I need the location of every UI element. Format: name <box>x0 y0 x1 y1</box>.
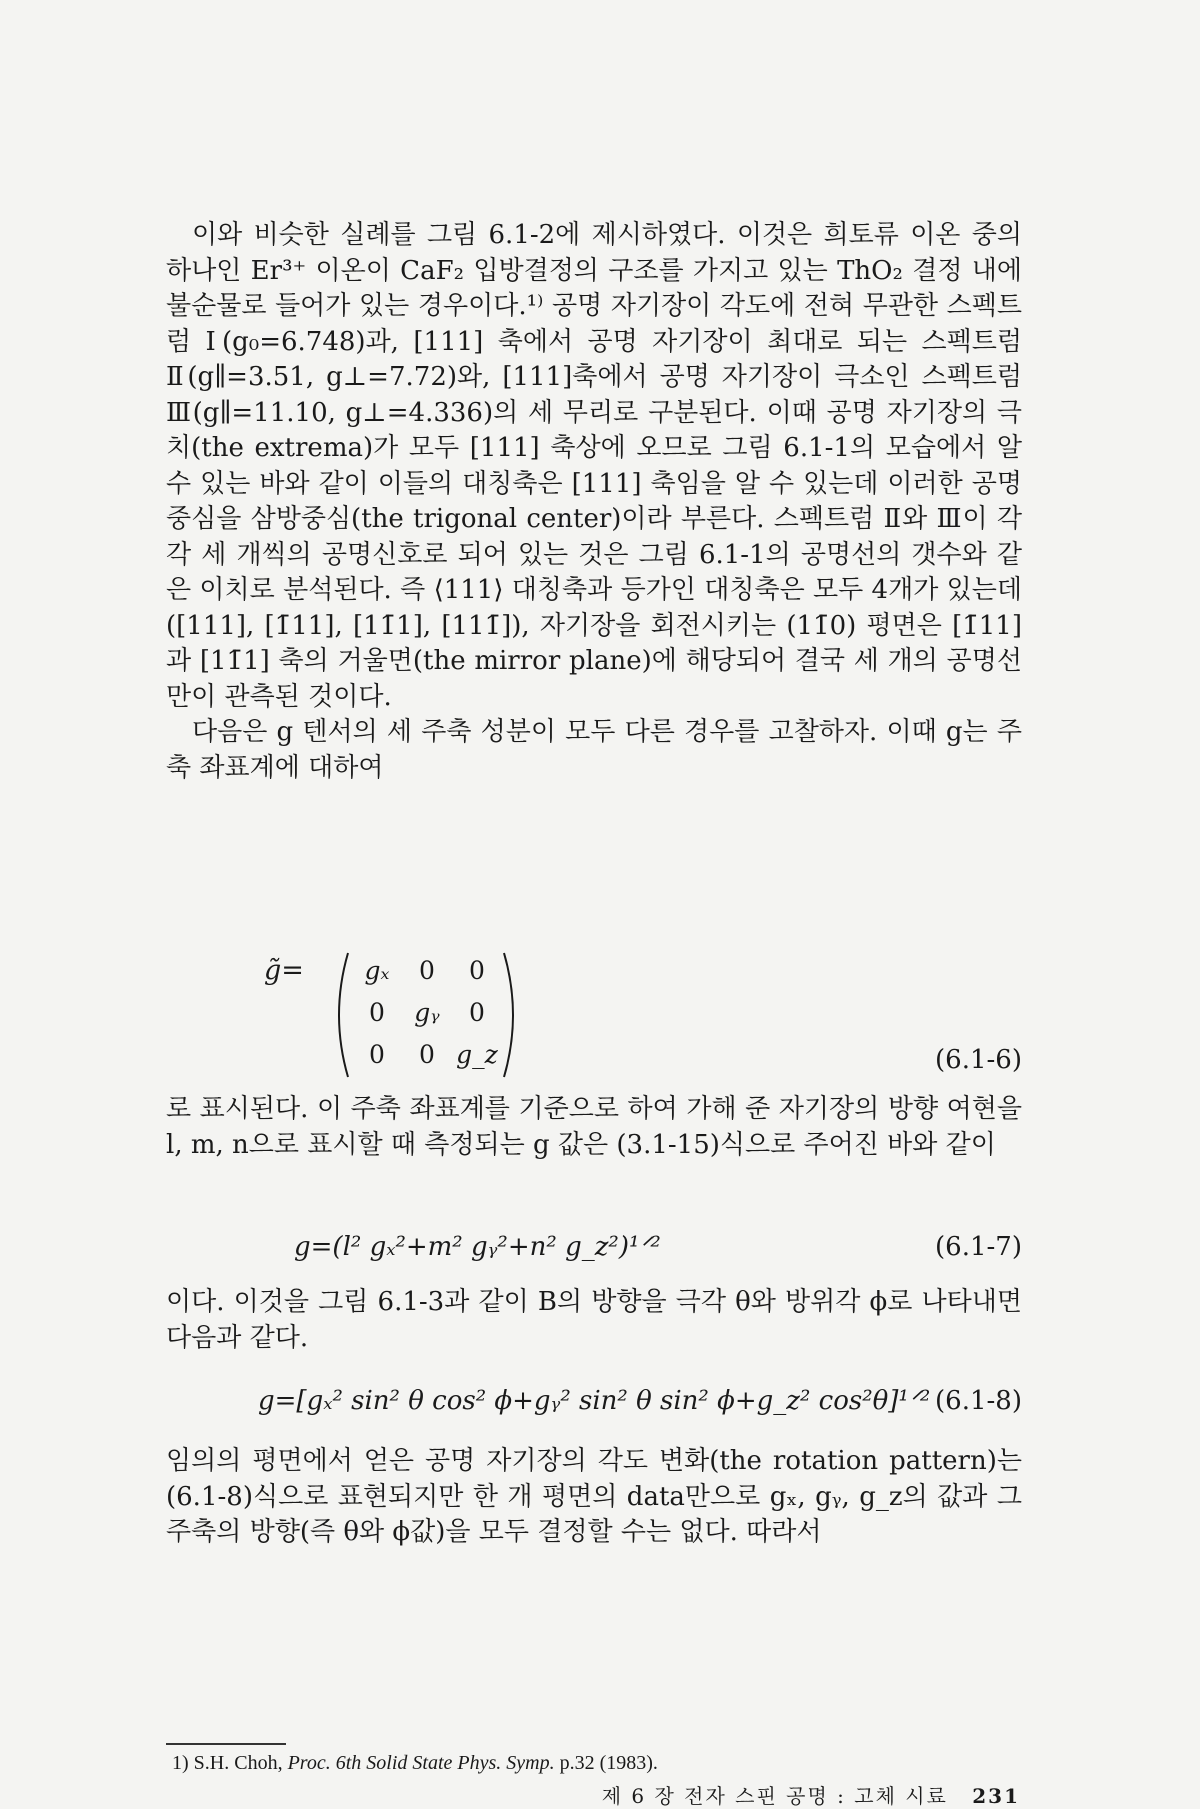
matrix <box>326 949 526 1081</box>
paragraph-5: 임의의 평면에서 얻은 공명 자기장의 각도 변화(the rotation pattern)는 (6.1-8)식으로 표현되지만 한 개 평면의 data만으로 gₓ, gᵧ, g_z의 값과 그 주축의 방향(즉 θ와 ϕ값)을 모두 결정할 수는 없다. 따라서 <box>166 1446 1022 1547</box>
matrix-equation <box>166 949 1022 1081</box>
matrix-cell: g_z <box>456 1040 498 1069</box>
matrix-cell: gₓ <box>364 956 390 985</box>
footnote-divider <box>166 1743 286 1745</box>
footnote-author: 1) S.H. Choh, <box>172 1752 288 1774</box>
matrix-lhs: g̃= <box>264 955 304 986</box>
equation-number: (6.1-7) <box>935 1232 1022 1262</box>
footnote-journal: Proc. 6th Solid State Phys. Symp. <box>287 1752 555 1774</box>
paragraph-2: 다음은 g 텐서의 세 주축 성분이 모두 다른 경우를 고찰하자. 이때 g는 주축 좌표계에 대하여 <box>166 717 1022 783</box>
equation-expression: g=[gₓ² sin² θ cos² ϕ+gᵧ² sin² θ sin² ϕ+g_z² cos²θ]¹ᐟ² <box>258 1386 931 1416</box>
running-footer <box>602 1780 1020 1809</box>
paragraph-3: 로 표시된다. 이 주축 좌표계를 기준으로 하여 가해 준 자기장의 방향 여현을 l, m, n으로 표시할 때 측정되는 g 값은 (3.1-15)식으로 주어진 바와 같이 <box>166 1094 1022 1160</box>
matrix-cell: 0 <box>369 1040 385 1069</box>
chapter-title: 제 6 장 전자 스핀 공명 : 고체 시료 <box>601 1784 948 1808</box>
equation-number: (6.1-8) <box>935 1386 1022 1416</box>
matrix-cells <box>352 955 502 1071</box>
main-text <box>166 218 1022 786</box>
paragraph-4: 이다. 이것을 그림 6.1-3과 같이 B의 방향을 극각 θ와 방위각 ϕ로 나타내면 다음과 같다. <box>166 1287 1022 1353</box>
footnote-page: p.32 (1983). <box>554 1752 658 1774</box>
matrix-cell: gᵧ <box>414 998 440 1027</box>
matrix-cell: 0 <box>419 1040 435 1069</box>
matrix-cell: 0 <box>419 956 435 985</box>
equation-6-1-7 <box>166 1232 1022 1270</box>
matrix-cell: 0 <box>369 998 385 1027</box>
paragraph-1: 이와 비슷한 실례를 그림 6.1-2에 제시하였다. 이것은 희토류 이온 중의 하나인 Er³⁺ 이온이 CaF₂ 입방결정의 구조를 가지고 있는 ThO₂ 결정 내에 불순물로 들어가 있는 경우이다.¹⁾ 공명 자기장이 각도에 전혀 무관한 스펙트럼 Ⅰ(g₀=6.748)과, [111] 축에서 공명 자기장이 최대로 되는 스펙트럼 Ⅱ(g∥=3.51, g⊥=7.72)와, [111]축에서 공명 자기장이 극소인 스펙트럼 Ⅲ(g∥=11.10, g⊥=4.336)의 세 무리로 구분된다. 이때 공명 자기장의 극치(the extrema)가 모두 [111] 축상에 오므로 그림 6.1-1의 모습에서 알 수 있는 바와 같이 이들의 대칭축은 [111] 축임을 알 수 있는데 이러한 공명 중심을 삼방중심(the trigonal center)이라 부른다. 스펙트럼 Ⅱ와 Ⅲ이 각각 세 개씩의 공명신호로 되어 있는 것은 그림 6.1-1의 공명선의 갯수와 같은 이치로 분석된다. 즉 ⟨111⟩ 대칭축과 등가인 대칭축은 모두 4개가 있는데 ([111], [1̄11], [11̄1], [111̄]), 자기장을 회전시키는 (11̄0) 평면은 [1̄11]과 [11̄1] 축의 거울면(the mirror plane)에 해당되어 결국 세 개의 공명선만이 관측된 것이다. <box>166 220 1022 712</box>
equation-number-6-1-6: (6.1-6) <box>935 1045 1022 1075</box>
matrix-cell: 0 <box>469 956 485 985</box>
equation-6-1-8 <box>166 1386 1022 1424</box>
footnote <box>172 1752 658 1775</box>
page-number: 231 <box>972 1784 1020 1808</box>
matrix-cell: 0 <box>469 998 485 1027</box>
equation-expression: g=(l² gₓ²+m² gᵧ²+n² g_z²)¹ᐟ² <box>294 1232 661 1262</box>
